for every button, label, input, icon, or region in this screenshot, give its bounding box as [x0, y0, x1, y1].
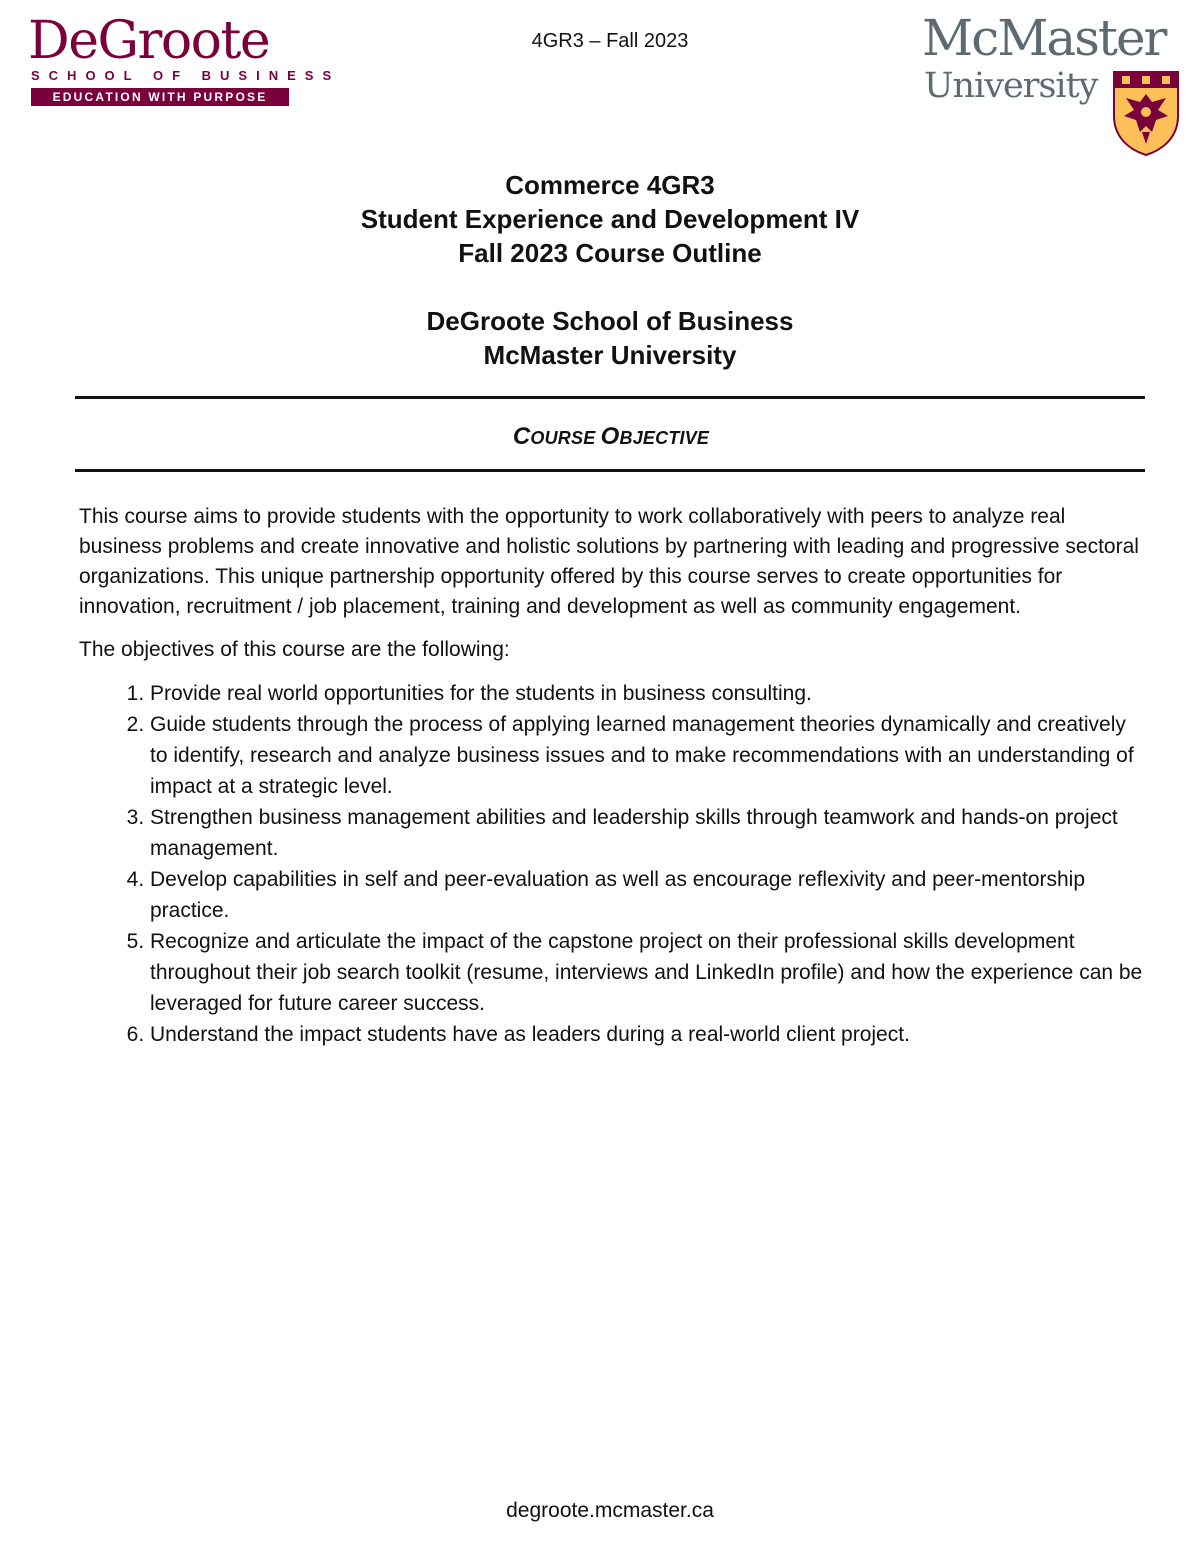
- course-name: Student Experience and Development IV: [360, 204, 860, 234]
- footer-url[interactable]: degroote.mcmaster.ca: [506, 1499, 714, 1522]
- degroote-tagline: EDUCATION WITH PURPOSE: [31, 88, 289, 106]
- degroote-wordmark: DeGroote: [28, 11, 270, 71]
- list-item: 6. Understand the impact students have as leaders during a real-world client project.: [150, 1019, 1149, 1050]
- objectives-lead: The objectives of this course are the following:: [79, 638, 510, 661]
- bottom-divider: [75, 469, 1145, 472]
- section-heading-course-objective: COURSE OBJECTIVE: [512, 423, 710, 450]
- list-item: 2. Guide students through the process of applying learned management theories dynamically and creatively to identify, research and analyze business issues and to make recommendations with an understanding of impact at a strategic level.: [150, 709, 1149, 802]
- list-item: 5. Recognize and articulate the impact of the capstone project on their professional skills development throughout their job search toolkit (resume, interviews and LinkedIn profile) and how the experience can be leveraged for future career success.: [150, 926, 1149, 1019]
- list-item: 4. Develop capabilities in self and peer-evaluation as well as encourage reflexivity and peer-mentorship practice.: [150, 864, 1149, 926]
- top-divider: [75, 396, 1145, 399]
- list-item: 1. Provide real world opportunities for the students in business consulting.: [150, 678, 1149, 709]
- mcmaster-subtitle: University: [924, 66, 1098, 106]
- course-term-header: 4GR3 – Fall 2023: [531, 30, 689, 52]
- course-objective-body: [79, 502, 1149, 1050]
- mcmaster-crest-icon: [1112, 70, 1180, 156]
- mcmaster-logo: [922, 8, 1184, 158]
- intro-paragraph: This course aims to provide students with the opportunity to work collaboratively with peers to analyze real business problems and create innovative and holistic solutions by partnering with leading and progressive sectoral organizations. This unique partnership opportunity offered by this course serves to create opportunities for innovation, recruitment / job placement, training and development as well as community engagement.: [79, 505, 1139, 618]
- degroote-subtitle: SCHOOL OF BUSINESS: [31, 68, 341, 83]
- mcmaster-wordmark: McMaster: [922, 9, 1166, 67]
- school-name: DeGroote School of Business: [426, 306, 794, 336]
- university-name: McMaster University: [483, 340, 737, 370]
- list-item: 3. Strengthen business management abilities and leadership skills through teamwork and hands-on project management.: [150, 802, 1149, 864]
- course-title-block: [0, 168, 1200, 372]
- course-code: Commerce 4GR3: [505, 170, 715, 200]
- course-outline-term: Fall 2023 Course Outline: [458, 238, 762, 268]
- objectives-list: [79, 678, 1149, 1050]
- degroote-logo: [28, 11, 341, 106]
